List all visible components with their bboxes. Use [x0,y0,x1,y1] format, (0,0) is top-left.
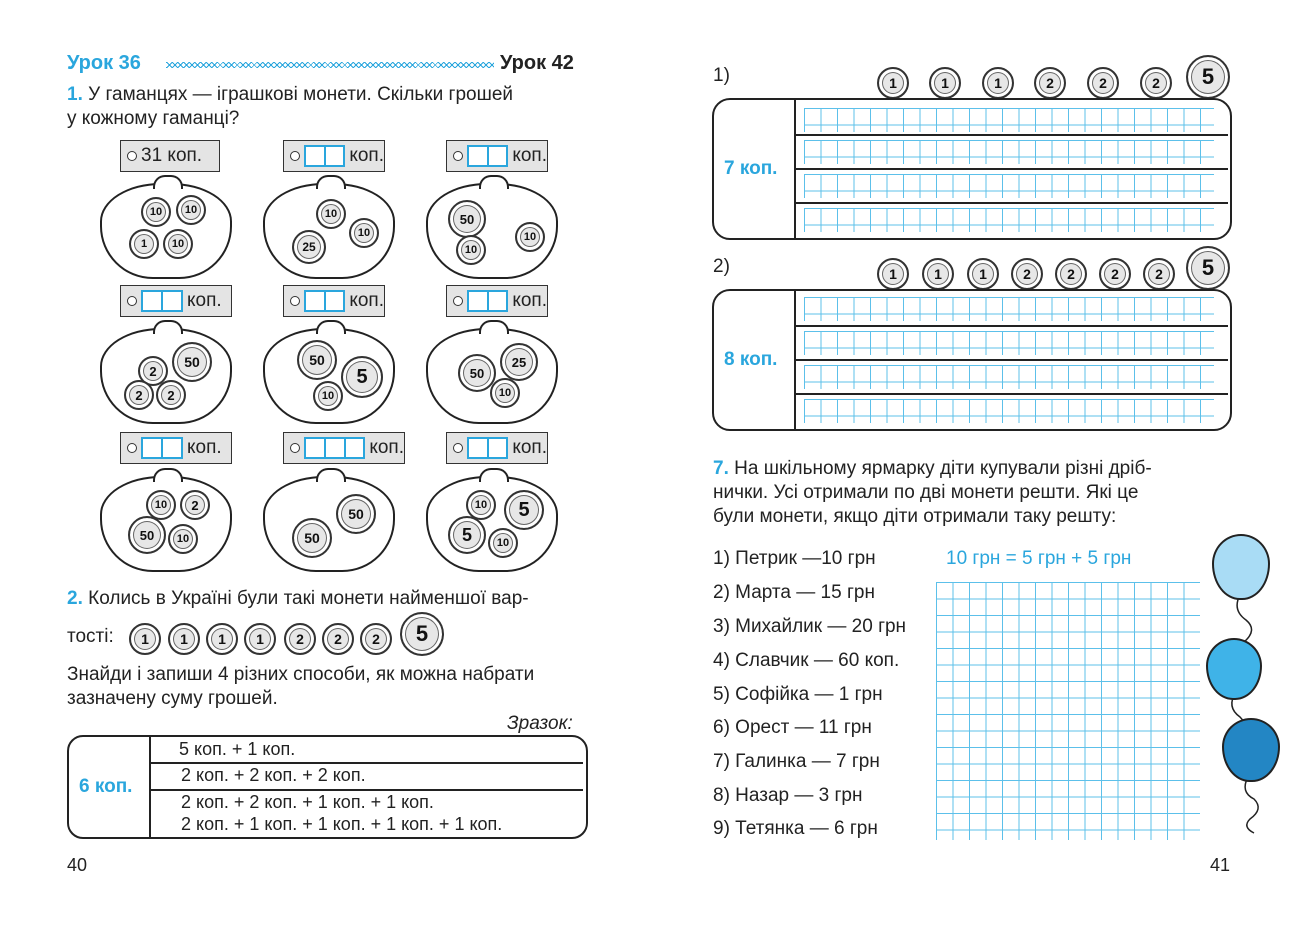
coin-icon: 10 [313,381,343,411]
coin-icon: 10 [490,378,520,408]
writing-grid[interactable] [804,399,1214,423]
purse-tag-1 [120,140,220,172]
coin-icon: 2 [1140,67,1172,99]
answer-box[interactable] [304,290,326,312]
answer-box[interactable] [304,145,326,167]
answer-box[interactable] [163,437,183,459]
coin-icon: 1 [168,623,200,655]
lesson-divider [166,62,494,68]
coin-icon: 5 [1186,246,1230,290]
purse-tag-5 [283,285,385,317]
writing-grid[interactable] [804,174,1214,198]
coin-icon: 10 [163,229,193,259]
sample-amount: 6 коп. [79,776,133,797]
tag-hole-icon [127,443,137,453]
task7-item-8: 8) Назар — 3 грн [713,785,863,806]
coin-icon: 5 [400,612,444,656]
task1-line1 [67,84,513,106]
balloon-string-icon [1245,777,1258,833]
coin-icon: 50 [458,354,496,392]
coin-icon: 2 [1055,258,1087,290]
coin-icon: 50 [292,518,332,558]
task7-item-3: 3) Михайлик — 20 грн [713,616,907,637]
coin-icon: 50 [297,340,337,380]
clasp-icon [316,320,346,334]
answer-box[interactable] [141,290,163,312]
ex1-label: 1) [713,65,730,86]
coin-icon: 1 [129,229,159,259]
coin-icon: 25 [292,230,326,264]
tag-hole-icon [290,151,300,161]
tag-hole-icon [290,443,300,453]
answer-box[interactable] [346,437,366,459]
ex2-amount: 8 коп. [724,349,778,370]
coin-icon: 1 [877,258,909,290]
coin-icon: 2 [1143,258,1175,290]
clasp-icon [316,175,346,189]
task7-item-5: 5) Софійка — 1 грн [713,684,883,705]
task2-text-line3: Знайди і запиши 4 різних способи, як можна набрати [67,664,535,685]
tag-hole-icon [453,296,463,306]
coin-icon: 25 [500,343,538,381]
coin-icon: 10 [488,528,518,558]
coin-icon: 10 [141,197,171,227]
task2-line1 [67,588,529,610]
clasp-icon [153,320,183,334]
coin-icon: 10 [515,222,545,252]
task2-text-line2: тості: [67,626,114,647]
task7-example: 10 грн = 5 грн + 5 грн [946,548,1132,569]
clasp-icon [153,175,183,189]
coin-icon: 50 [172,342,212,382]
unit-label: коп. [512,145,547,166]
ex2-answer-box [712,289,1232,431]
table-divider [794,168,1228,170]
page-number-left: 40 [67,855,88,875]
task2-text-line4: зазначену суму грошей. [67,688,278,709]
unit-label: коп. [512,437,547,458]
clasp-icon [479,320,509,334]
task2-number: 2. [67,588,83,609]
coin-icon: 5 [448,516,486,554]
purse-tag-3 [446,140,548,172]
table-divider [149,762,583,764]
coin-icon: 10 [466,490,496,520]
purse-tag-8 [283,432,405,464]
task7-item-4: 4) Славчик — 60 коп. [713,650,900,671]
coin-icon: 1 [206,623,238,655]
coin-icon: 1 [244,623,276,655]
answer-box[interactable] [467,145,489,167]
coin-icon: 1 [922,258,954,290]
task7-item-2: 2) Марта — 15 грн [713,582,875,603]
task1-text-line2: у кожному гаманці? [67,108,240,129]
clasp-icon [316,468,346,482]
table-divider [794,325,1228,327]
coin-icon: 10 [456,235,486,265]
table-divider [149,737,151,837]
table-divider [794,134,1228,136]
coin-icon: 10 [316,199,346,229]
purse-tag-6 [446,285,548,317]
answer-box[interactable] [489,437,509,459]
tag-hole-icon [290,296,300,306]
unit-label: коп. [349,290,384,311]
coin-icon: 5 [1186,55,1230,99]
answer-box[interactable] [326,290,346,312]
answer-box[interactable] [489,290,509,312]
sample-row-1: 5 коп. + 1 коп. [179,739,296,759]
answer-box[interactable] [163,290,183,312]
ex1-answer-box [712,98,1232,240]
task7-text-line2: нички. Усі отримали по дві монети решти. Які це [713,482,1139,503]
coin-icon: 2 [322,623,354,655]
page-number-right: 41 [1210,855,1231,875]
purse-8 [263,476,395,572]
table-divider [794,393,1228,395]
answer-box[interactable] [467,437,489,459]
coin-icon: 1 [129,623,161,655]
coin-icon: 2 [1099,258,1131,290]
coin-icon: 50 [448,200,486,238]
task1-text-line1: У гаманцях — іграшкові монети. Скільки грошей [88,84,513,105]
answer-box[interactable] [489,145,509,167]
coin-icon: 50 [128,516,166,554]
sample-row-2: 2 коп. + 2 коп. + 2 коп. [181,765,366,785]
coin-icon: 2 [1011,258,1043,290]
coin-icon: 5 [504,490,544,530]
task1-number: 1. [67,84,83,105]
coin-icon: 1 [877,67,909,99]
purse-tag-7 [120,432,232,464]
clasp-icon [153,468,183,482]
clasp-icon [479,175,509,189]
writing-grid[interactable] [804,331,1214,355]
task7-item-7: 7) Галинка — 7 грн [713,751,880,772]
coin-icon: 2 [180,490,210,520]
task7-writing-grid[interactable] [936,582,1200,840]
tag-hole-icon [127,151,137,161]
coin-icon: 1 [967,258,999,290]
coin-icon: 2 [360,623,392,655]
unit-label: коп. [187,437,222,458]
writing-grid[interactable] [804,140,1214,164]
purse-tag-4 [120,285,232,317]
coin-icon: 10 [146,490,176,520]
task7-line1 [713,458,1152,480]
unit-label: коп. [369,437,405,458]
table-divider [794,202,1228,204]
task7-text-line1: На шкільному ярмарку діти купували різні дріб- [734,458,1152,479]
answer-box[interactable] [141,437,163,459]
coin-icon: 1 [982,67,1014,99]
coin-icon: 10 [349,218,379,248]
clasp-icon [479,468,509,482]
purse-tag-sample: 31 коп. [141,145,203,166]
purse-tag-9 [446,432,548,464]
lesson-end: Урок 42 [500,52,574,74]
unit-label: коп. [512,290,547,311]
task7-item-1: 1) Петрик —10 грн [713,548,876,569]
coin-icon: 50 [336,494,376,534]
coin-icon: 2 [1034,67,1066,99]
task7-item-6: 6) Орест — 11 грн [713,717,872,738]
answer-box[interactable] [326,437,346,459]
answer-box[interactable] [467,290,489,312]
coin-icon: 2 [138,356,168,386]
task7-number: 7. [713,458,729,479]
coin-icon: 10 [168,524,198,554]
ex2-label: 2) [713,256,730,277]
tag-hole-icon [127,296,137,306]
purse-tag-2 [283,140,385,172]
ex1-amount: 7 коп. [724,158,778,179]
task2-text-line1: Колись в Україні були такі монети найменшої вар- [88,588,529,609]
purse-1 [100,183,232,279]
sample-label: Зразок: [507,713,573,734]
writing-grid[interactable] [804,297,1214,321]
writing-grid[interactable] [804,108,1214,132]
coin-icon: 2 [284,623,316,655]
sample-table [67,735,588,839]
writing-grid[interactable] [804,365,1214,389]
table-divider [149,789,583,791]
table-divider [794,359,1228,361]
sample-row-4: 2 коп. + 1 коп. + 1 коп. + 1 коп. + 1 коп. [181,814,503,834]
tag-hole-icon [453,443,463,453]
coin-icon: 10 [176,195,206,225]
answer-box[interactable] [304,437,326,459]
coin-icon: 2 [124,380,154,410]
writing-grid[interactable] [804,208,1214,232]
coin-icon: 5 [341,356,383,398]
task7-item-9: 9) Тетянка — 6 грн [713,818,878,839]
unit-label: коп. [349,145,384,166]
coin-icon: 2 [1087,67,1119,99]
tag-hole-icon [453,151,463,161]
coin-icon: 1 [929,67,961,99]
unit-label: коп. [187,290,222,311]
coin-icon: 2 [156,380,186,410]
sample-row-3: 2 коп. + 2 коп. + 1 коп. + 1 коп. [181,792,434,812]
task7-text-line3: були монети, якщо діти отримали таку решту: [713,506,1117,527]
lesson-start: Урок 36 [67,52,141,74]
answer-box[interactable] [326,145,346,167]
